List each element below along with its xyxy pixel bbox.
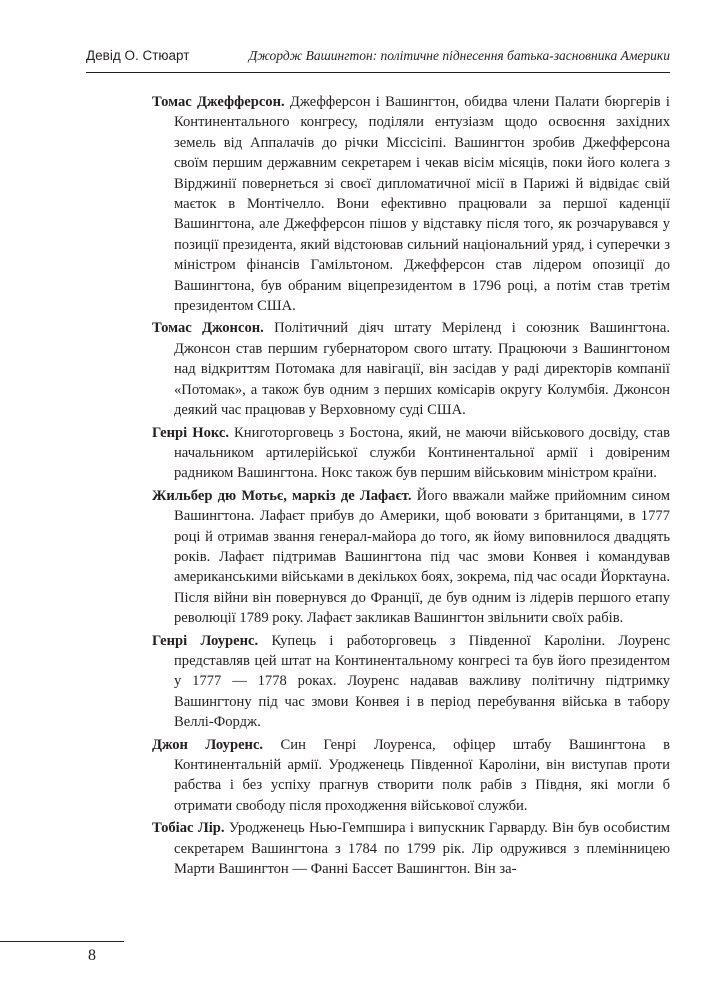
entry-name: Тобіас Лір.: [152, 820, 225, 837]
entry-text: Уродженець Нью-Гемпшира і випускник Гарварду. Він був особистим секретарем Вашингтона з 1784 по 1799 рік. Лір одружився з племінницею Марти Вашингтон — Фанні Бассет Вашингтон. Він за-: [174, 820, 670, 878]
entry-name: Генрі Лоуренс.: [152, 632, 259, 649]
header-book-title: Джордж Вашингтон: політичне піднесення батька-засновника Америки: [248, 48, 670, 63]
entry-lafayette: [152, 486, 670, 629]
entry-text: Джефферсон і Вашингтон, обидва члени Палати бюргерів і Континентального конгресу, поділяли ентузіазм щодо освоєння західних земель від Аппалачів до річки Міссісіпі. Вашингтон зробив Джефферсона своїм першим державним секретарем і чекав вісім місяців, поки його колега з Вірджинії повернеться зі своєї дипломатичної місії в Парижі й відвідає свій маєток в Монтічелло. Вони ефективно працювали за першої каденції Вашингтона, але Джефферсон пішов у відставку після того, як розчарувався у позиції президента, який відстоював сильний національний уряд, і суперечки з міністром фінансів Гамільтоном. Джефферсон став лідером опозиції до Вашингтона, був обраним віцепрезидентом в 1796 році, а потім став третім президентом США.: [174, 94, 670, 315]
entry-tobias-lear: [152, 818, 670, 879]
footer-divider: [0, 941, 124, 942]
entry-john-laurens: [152, 735, 670, 817]
entry-name: Томас Джефферсон.: [152, 94, 285, 110]
entry-name: Жильбер дю Мотьє, маркіз де Лафаєт.: [152, 487, 412, 504]
entry-name: Генрі Нокс.: [152, 424, 230, 441]
page-number: 8: [88, 947, 96, 964]
glossary-entries: [152, 92, 670, 881]
entry-name: Томас Джонсон.: [152, 320, 264, 337]
entry-text: Син Генрі Лоуренса, офіцер штабу Вашингтона в Континентальній армії. Уродженець Південної Кароліни, він виступав проти рабства і без успіху прагнув створити полк рабів з Півдня, які могли б отримати свободу після проходження військової служби.: [174, 736, 670, 814]
entry-thomas-johnson: [152, 318, 670, 420]
running-header: [86, 46, 670, 66]
entry-thomas-jefferson: [152, 92, 670, 316]
entry-henry-knox: [152, 423, 670, 484]
entry-henry-laurens: [152, 631, 670, 733]
entry-text: Купець і работорговець з Південної Кароліни. Лоуренс представляв цей штат на Континентальному конгресі та був його президентом у 1777 — 1778 роках. Лоуренс надавав важливу політичну підтримку Вашингтону під час змови Конвея і в період перебування війська в табору Веллі-Фордж.: [174, 632, 670, 731]
entry-name: Джон Лоуренс.: [152, 736, 264, 753]
entry-text: Книготорговець з Бостона, який, не маючи військового досвіду, став начальником артилерійської служби Континентальної армії і довіреним радником Вашингтона. Нокс також був першим військовим міністром країни.: [174, 424, 671, 482]
entry-text: Політичний діяч штату Меріленд і союзник Вашингтона. Джонсон став першим губернатором свого штату. Працюючи з Вашингтоном над відкриттям Потомака для навігації, він засідав у раді директорів компанії «Потомак», а також був одним з перших комісарів округу Колумбія. Джонсон деякий час працював у Верховному суді США.: [174, 320, 670, 419]
entry-text: Його вважали майже прийомним сином Вашингтона. Лафаєт прибув до Америки, щоб воювати з британцями, в 1777 році й отримав звання генерал-майора до того, як йому виповнилося двадцять років. Лафаєт підтримав Вашингтона під час змови Конвея і командував американськими військами в декількох боях, зокрема, під час осади Йорктауна. Після війни він повернувся до Франції, де був одним із лідерів першого етапу революції 1789 року. Лафаєт закликав Вашингтон звільнити своїх рабів.: [174, 487, 670, 627]
header-divider: [86, 72, 670, 73]
header-author: Девід О. Стюарт: [86, 48, 190, 63]
